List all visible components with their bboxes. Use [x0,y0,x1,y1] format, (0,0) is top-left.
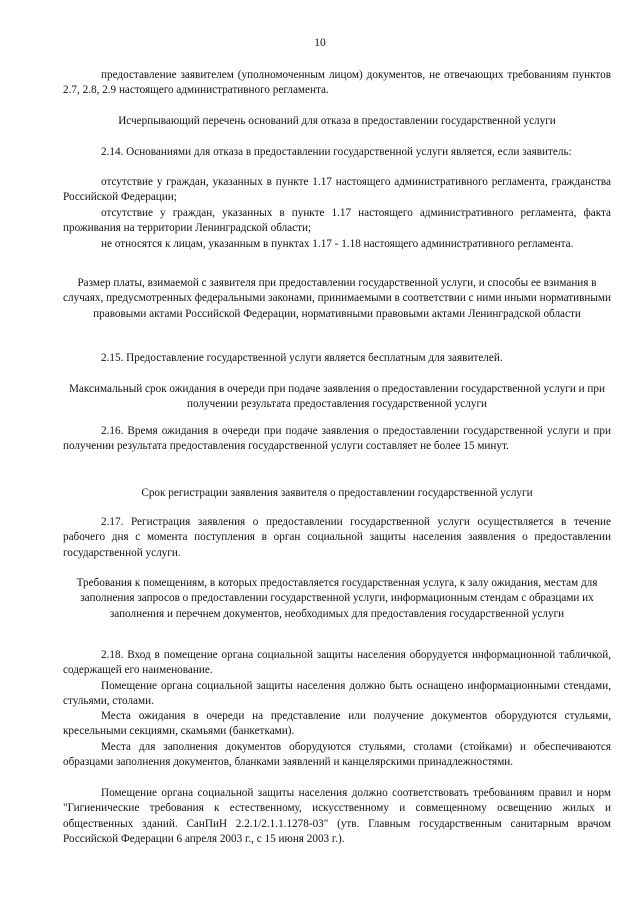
paragraph-2-18-sanitary: Помещение органа социальной защиты населения должно соответствовать требованиям правил и норм "Гигиенические требования к естественному, искусственному и совмещенному освещению жилых и общественных зданий. СанПиН 2.2.1/2.1.1.1278-03" (утв. Главным государственным санитарным врачом Российской Федерации 6 апреля 2003 г., с 15 июня 2003 г.). [63,787,611,846]
paragraph-2-18: 2.18. Вход в помещение органа социальной защиты населения оборудуется информационной табличкой, содержащей его наименование. [63,649,611,677]
paragraph-2-17: 2.17. Регистрация заявления о предоставлении государственной услуги осуществляется в течение рабочего дня с момента поступления в орган социальной защиты населения заявления о предоставлении государственной услуги. [63,516,611,559]
heading-premises: Требования к помещениям, в которых предоставляется государственная услуга, к залу ожидания, местам для заполнения запросов о предоставлении государственной услуги, информационным стендам с образцами их заполнения и перечнем документов, необходимых для предоставления государственной услуги [76,577,598,620]
paragraph-2-18-equipment: Помещение органа социальной защиты населения должно быть оснащено информационными стендами, стульями, столами. [63,680,611,708]
page-number: 10 [314,37,326,49]
paragraph-2-18-waiting-places: Места ожидания в очереди на представление или получение документов оборудуются стульями, кресельными секциями, скамьями (банкетками). [63,710,611,738]
heading-fee: Размер платы, взимаемой с заявителя при предоставлении государственной услуги, и способы ее взимания в случаях, предусмотренных федеральными законами, принимаемыми в соответствии с ними иными нормативными правовыми актами Российской Федерации, нормативными правовыми актами Ленинградской области [63,277,611,320]
heading-waiting-time: Максимальный срок ожидания в очереди при подаче заявления о предоставлении государственной услуги и при получении результата предоставления государственной услуги [68,383,605,411]
paragraph-2-18-filling-places: Места для заполнения документов оборудуются стульями, столами (стойками) и обеспечиваются образцами заполнения документов, бланками заявлений и канцелярскими принадлежностями. [63,741,611,769]
heading-registration-term: Срок регистрации заявления заявителя о предоставлении государственной услуги [141,487,533,499]
paragraph-2-14-item-1: отсутствие у граждан, указанных в пункте 1.17 настоящего административного регламента, гражданства Российской Федерации; [63,176,611,204]
paragraph-2-14: 2.14. Основаниями для отказа в предоставлении государственной услуги является, если заявитель: [101,146,572,158]
paragraph-2-14-item-2: отсутствие у граждан, указанных в пункте 1.17 настоящего административного регламента, факта проживания на территории Ленинградской области; [63,207,611,235]
heading-refusal-grounds: Исчерпывающий перечень оснований для отказа в предоставлении государственной услуги [118,115,556,127]
paragraph-2-14-item-3: не относятся к лицам, указанным в пунктах 1.17 - 1.18 настоящего административного регламента. [101,238,574,250]
paragraph-2-15: 2.15. Предоставление государственной услуги является бесплатным для заявителей. [101,352,503,364]
paragraph-top: предоставление заявителем (уполномоченным лицом) документов, не отвечающих требованиям пунктов 2.7, 2.8, 2.9 настоящего административного регламента. [63,69,611,97]
paragraph-2-16: 2.16. Время ожидания в очереди при подаче заявления о предоставлении государственной услуги и при получении результата предоставления государственной услуги составляет не более 15 минут. [63,425,611,453]
